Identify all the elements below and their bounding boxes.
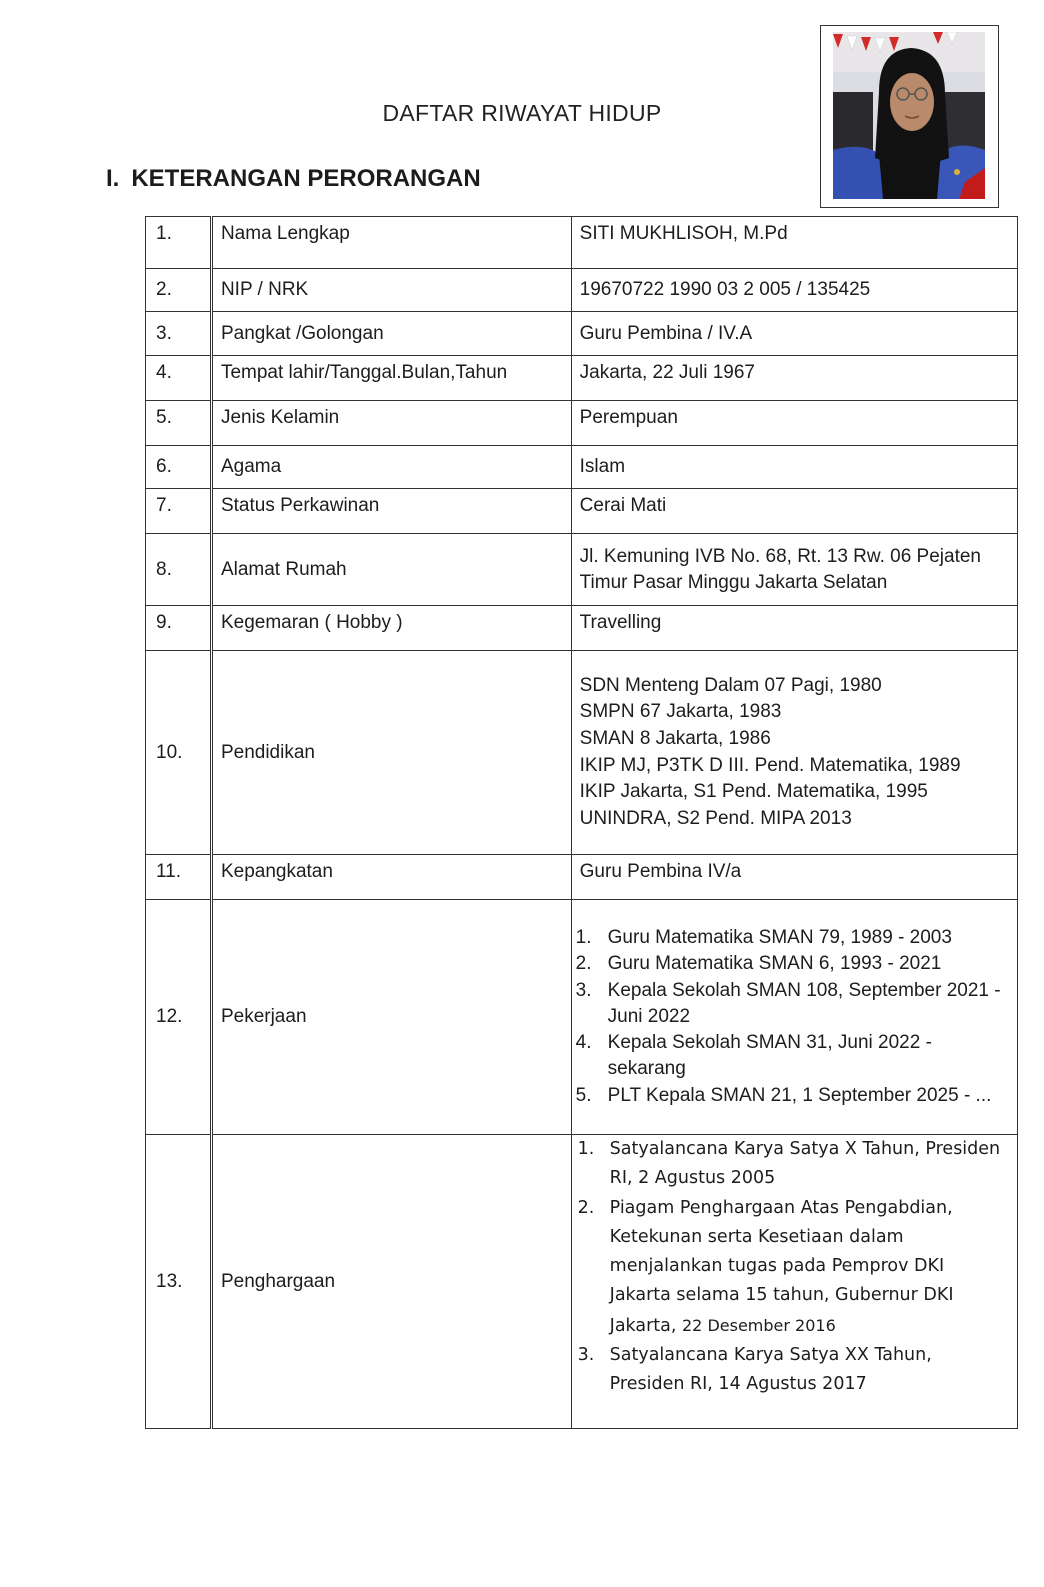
education-item: SMAN 8 Jakarta, 1986 bbox=[579, 727, 771, 749]
row-value: SITI MUKHLISOH, M.Pd bbox=[571, 217, 1017, 269]
row-number: 2. bbox=[146, 269, 212, 312]
row-label: Status Perkawinan bbox=[211, 489, 571, 534]
table-row bbox=[146, 900, 1018, 1135]
row-value: Guru Pembina / IV.A bbox=[571, 312, 1017, 356]
row-number: 4. bbox=[146, 356, 212, 401]
list-item: 2. Guru Matematika SMAN 6, 1993 - 2021 bbox=[575, 953, 942, 975]
row-label: Tempat lahir/Tanggal.Bulan,Tahun bbox=[211, 356, 571, 401]
row-number: 13. bbox=[146, 1135, 212, 1429]
row-value bbox=[571, 534, 1017, 606]
table-row bbox=[146, 312, 1018, 356]
row-label: Pekerjaan bbox=[211, 900, 571, 1135]
row-value: Guru Pembina IV/a bbox=[571, 855, 1017, 900]
table-row bbox=[146, 1135, 1018, 1429]
row-value: Travelling bbox=[571, 606, 1017, 651]
list-item: 3. Kepala Sekolah SMAN 108, September 2021 - Juni 2022 bbox=[575, 979, 1001, 1027]
row-number: 6. bbox=[146, 446, 212, 489]
list-item: 2. Piagam Penghargaan Atas Pengabdian, Ketekunan serta Kesetiaan dalam menjalankan tugas pada Pemprov DKI Jakarta selama 15 tahun, Gubernur DKI Jakarta, 22 Desember 2016 bbox=[577, 1197, 954, 1336]
education-item: SDN Menteng Dalam 07 Pagi, 1980 bbox=[579, 674, 882, 696]
table-row bbox=[146, 269, 1018, 312]
list-item: 3. Satyalancana Karya Satya XX Tahun, Presiden RI, 14 Agustus 2017 bbox=[577, 1345, 932, 1395]
row-label: Penghargaan bbox=[211, 1135, 571, 1429]
row-value: Perempuan bbox=[571, 401, 1017, 446]
education-item: UNINDRA, S2 Pend. MIPA 2013 bbox=[579, 807, 852, 829]
section-heading bbox=[106, 165, 481, 193]
row-label: NIP / NRK bbox=[211, 269, 571, 312]
table-row bbox=[146, 534, 1018, 606]
list-item: 1. Guru Matematika SMAN 79, 1989 - 2003 bbox=[575, 926, 952, 948]
row-label: Nama Lengkap bbox=[211, 217, 571, 269]
row-number: 8. bbox=[146, 534, 212, 606]
section-number: I. bbox=[106, 165, 120, 192]
row-label: Jenis Kelamin bbox=[211, 401, 571, 446]
row-number: 12. bbox=[146, 900, 212, 1135]
row-value: Islam bbox=[571, 446, 1017, 489]
education-item: IKIP MJ, P3TK D III. Pend. Matematika, 1989 bbox=[579, 754, 961, 776]
address-line: Jl. Kemuning IVB No. 68, Rt. 13 Rw. 06 Pejaten bbox=[579, 545, 981, 567]
row-number: 10. bbox=[146, 651, 212, 855]
row-value: Cerai Mati bbox=[571, 489, 1017, 534]
personal-info-table bbox=[145, 216, 1018, 1429]
row-value bbox=[571, 1135, 1017, 1429]
table-row bbox=[146, 356, 1018, 401]
education-item: IKIP Jakarta, S1 Pend. Matematika, 1995 bbox=[579, 781, 928, 803]
row-value bbox=[571, 651, 1017, 855]
list-item: 1. Satyalancana Karya Satya X Tahun, Presiden RI, 2 Agustus 2005 bbox=[577, 1139, 1001, 1189]
list-item: 5. PLT Kepala SMAN 21, 1 September 2025 - ... bbox=[575, 1084, 992, 1106]
row-number: 1. bbox=[146, 217, 212, 269]
row-label: Agama bbox=[211, 446, 571, 489]
table-row bbox=[146, 606, 1018, 651]
row-value: 19670722 1990 03 2 005 / 135425 bbox=[571, 269, 1017, 312]
table-row bbox=[146, 401, 1018, 446]
education-item: SMPN 67 Jakarta, 1983 bbox=[579, 701, 782, 723]
row-value bbox=[571, 900, 1017, 1135]
row-label: Pendidikan bbox=[211, 651, 571, 855]
row-label: Pangkat /Golongan bbox=[211, 312, 571, 356]
row-label: Kegemaran ( Hobby ) bbox=[211, 606, 571, 651]
award-list bbox=[576, 1135, 1009, 1400]
table-row bbox=[146, 217, 1018, 269]
list-item: 4. Kepala Sekolah SMAN 31, Juni 2022 - sekarang bbox=[575, 1032, 932, 1080]
section-title: KETERANGAN PERORANGAN bbox=[131, 165, 481, 192]
table-row bbox=[146, 651, 1018, 855]
row-number: 9. bbox=[146, 606, 212, 651]
document-title: DAFTAR RIWAYAT HIDUP bbox=[382, 100, 662, 126]
table-row bbox=[146, 446, 1018, 489]
row-number: 11. bbox=[146, 855, 212, 900]
address-line: Timur Pasar Minggu Jakarta Selatan bbox=[579, 571, 888, 593]
work-list bbox=[576, 925, 1009, 1109]
row-number: 3. bbox=[146, 312, 212, 356]
row-number: 5. bbox=[146, 401, 212, 446]
row-value: Jakarta, 22 Juli 1967 bbox=[571, 356, 1017, 401]
table-row bbox=[146, 489, 1018, 534]
row-label: Kepangkatan bbox=[211, 855, 571, 900]
table-row bbox=[146, 855, 1018, 900]
row-label: Alamat Rumah bbox=[211, 534, 571, 606]
row-number: 7. bbox=[146, 489, 212, 534]
